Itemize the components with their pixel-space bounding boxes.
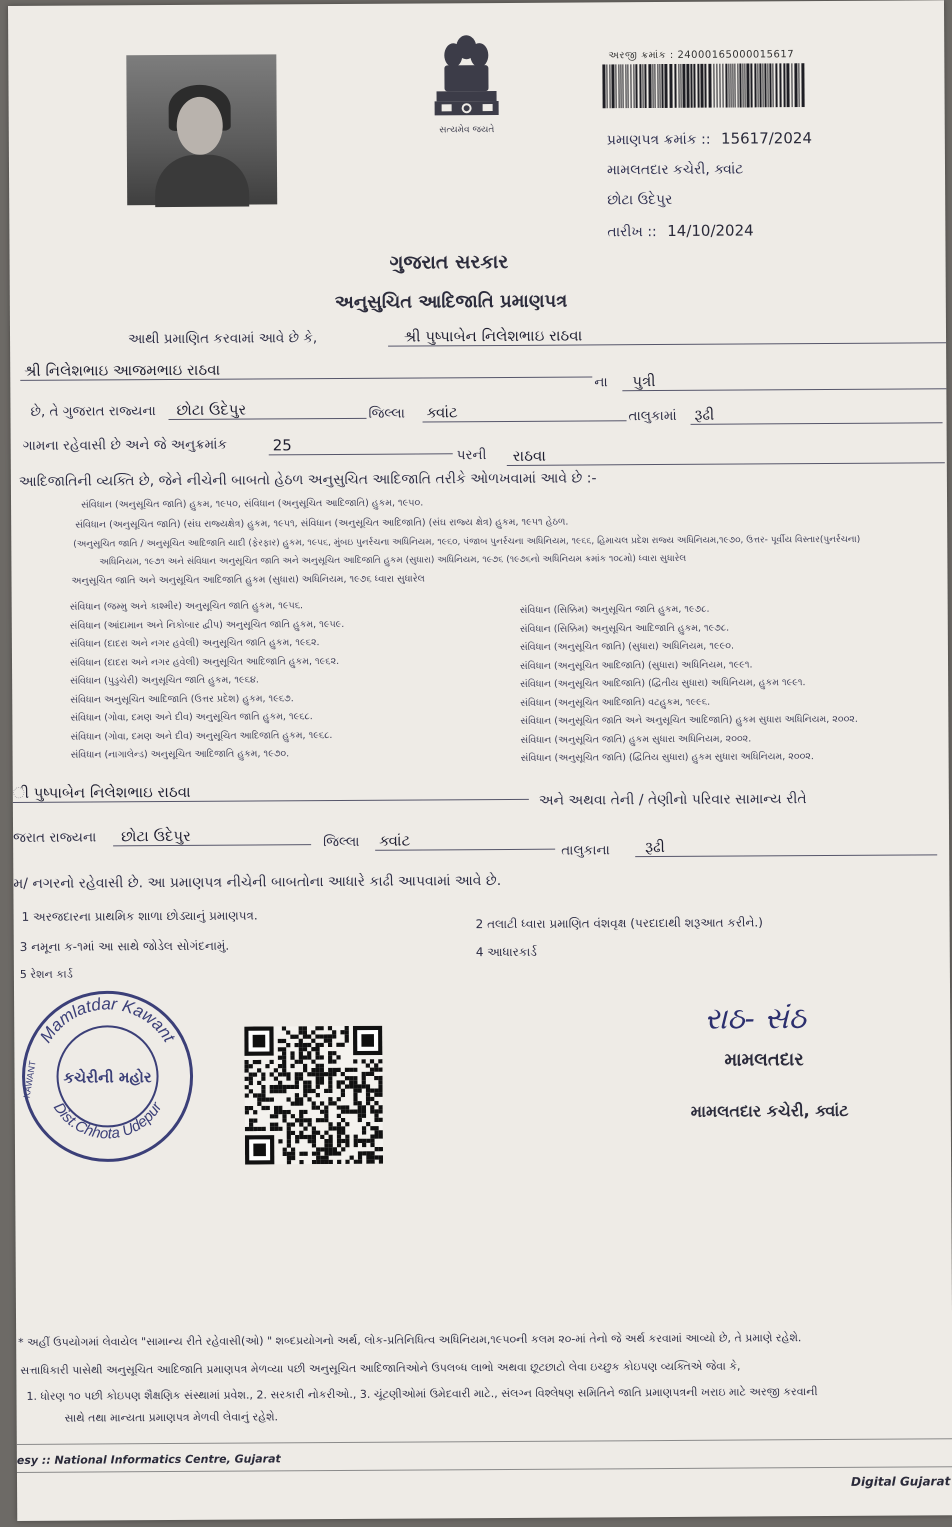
district-suffix-2: જિલ્લા bbox=[323, 833, 360, 851]
brand-text: Digital Gujarat bbox=[850, 1474, 951, 1489]
signatory-title: મામલતદાર bbox=[724, 1049, 804, 1071]
order-line: સંવિધાન (અનુસૂચિત જાતિ) હુકમ, ૧૯૫૦, સંવિધાન (અનુસૂચિત આદિજાતિ) હુકમ, ૧૯૫૦. bbox=[81, 497, 424, 511]
order-item: સંવિધાન (અનુસૂચિત આદિજાતિ) (દ્વિતીય સુધારા) અધિનિયમ, હુકમ ૧૯૯૧. bbox=[520, 677, 806, 690]
application-number: અરજી ક્રમાંક : 24000165000015617 bbox=[608, 49, 795, 62]
family-text: અને અથવા તેની / તેણીનો પરિવાર સામાન્ય રીતે bbox=[538, 791, 807, 809]
identification-text: આદિજાતિની વ્યક્તિ છે, જેને નીચેની બાબતો હેઠળ અનુસુચિત આદિજાતિ તરીકે ઓળખવામાં આવે છે :- bbox=[18, 470, 597, 490]
stamp-top-text: Mamlatdar Kawant bbox=[36, 994, 179, 1047]
taluka-suffix-2: તાલુકાના bbox=[561, 842, 610, 859]
order-line: અધિનિયમ, ૧૯૭૧ અને સંવિધાન અનુસૂચિત જાતિ અને અનુસૂચિત આદિજાતિ હુકમ (સુધારા) અધિનિયમ, ૧૯૭૬ (૧૯૭૬નો અધિનિયમ ક્રમાંક ૧૦૮મો) ધ્વારા સુધારેલ bbox=[99, 553, 687, 568]
relation: પુત્રી bbox=[622, 370, 948, 391]
issuing-office: મામલતદાર કચેરી, ક્વાંટ bbox=[606, 161, 744, 179]
order-item: સંવિધાન (દાદરા અને નગર હવેલી) અનુસૂચિત જાતિ હુકમ, ૧૯૬૨. bbox=[69, 637, 320, 650]
state-text: છે, તે ગુજરાત રાજ્યના bbox=[30, 403, 156, 420]
father-name: શ્રી નિલેશભાઇ આજમભાઇ રાઠવા bbox=[20, 358, 592, 380]
document-item: 5 રેશન કાર્ડ bbox=[19, 967, 73, 981]
signature: રાઠ- સંઠ bbox=[704, 1001, 807, 1037]
order-line: સંવિધાન (અનુસૂચિત જાતિ) (સંઘ રાજ્યક્ષેત્ર) હુકમ, ૧૯૫૧, સંવિધાન (અનુસૂચિત આદિજાતિ) (સંઘ રાજ્ય ક્ષેત્ર) હુકમ, ૧૯૫૧ હેઠળ. bbox=[75, 516, 569, 531]
basis-text: મ/ નગરનો રહેવાસી છે. આ પ્રમાણપત્ર નીચેની બાબતોના આધારે કાઢી આપવામાં આવે છે. bbox=[13, 873, 502, 892]
document-item: 1 અરજદારના પ્રાથમિક શાળા છોડ્યાનું પ્રમાણપત્ર. bbox=[21, 908, 258, 924]
order-item: સંવિધાન (જમ્મુ અને કાશ્મીર) અનુસૂચિત જાતિ હુકમ, ૧૯૫૬. bbox=[69, 600, 304, 613]
order-item: સંવિધાન (આંદામાન અને નિકોબાર દ્વીપ) અનુસૂચિત જાતિ હુકમ, ૧૯૫૯. bbox=[69, 618, 345, 632]
signatory-office: મામલતદાર કચેરી, ક્વાંટ bbox=[690, 1100, 849, 1121]
document-item: 3 નમૂના ક-૧માં આ સાથે જોડેલ સોગંદનામું. bbox=[19, 938, 230, 954]
applicant-name: શ્રી પુષ્પાબેન નિલેશભાઇ રાઠવા bbox=[388, 324, 952, 346]
order-item: સંવિધાન (અનુસૂચિત જાતિ) (સુધારા) અધિનિયમ, ૧૯૯૦. bbox=[519, 640, 734, 653]
taluka-suffix: તાલુકામાં bbox=[628, 407, 677, 425]
order-item: સંવિધાન (દાદરા અને નગર હવેલી) અનુસૂચિત આદિજાતિ હુકમ, ૧૯૬૨. bbox=[69, 655, 340, 669]
order-item: સંવિધાન (સિક્કિમ) અનુસૂચિત આદિજાતિ હુકમ, ૧૯૭૮. bbox=[519, 622, 730, 635]
district-value: છોટા ઉદેપુર bbox=[168, 400, 366, 420]
par-label: પરની bbox=[456, 447, 487, 464]
order-item: સંવિધાન (નાગાલેન્ડ) અનુસૂચિત આદિજાતિ હુકમ, ૧૯૭૦. bbox=[70, 748, 290, 761]
credit-text: esy :: National Informatics Centre, Gujarat bbox=[16, 1452, 281, 1467]
order-item: સંવિધાન (ગોવા, દમણ અને દીવ) અનુસૂચિત જાતિ હુકમ, ૧૯૬૮. bbox=[70, 711, 313, 724]
village-value: રૂઢી bbox=[690, 404, 942, 425]
issuing-district: છોટા ઉદેપુર bbox=[607, 191, 673, 209]
svg-text:Dist.Chhota Udepur bbox=[50, 1098, 166, 1142]
serial-number: 25 bbox=[269, 435, 453, 455]
na-text: ના bbox=[594, 374, 608, 391]
certificate-title: અનુસુચિત આદિજાતિ પ્રમાણપત્ર bbox=[334, 290, 568, 314]
order-item: સંવિધાન અનુસૂચિત આદિજાતિ (ઉત્તર પ્રદેશ) હુકમ, ૧૯૬૭. bbox=[70, 692, 294, 706]
qr-code bbox=[244, 1026, 383, 1165]
order-item: સંવિધાન (અનુસૂચિત આદિજાતિ) વટહુકમ, ૧૯૯૬. bbox=[520, 696, 711, 709]
date-label: તારીખ :: bbox=[607, 224, 657, 241]
order-item: સંવિધાન (અનુસૂચિત જાતિ) હુકમ સુધારા અધિનિયમ, ૨૦૦૨. bbox=[520, 732, 752, 746]
order-item: સંવિધાન (ગોવા, દમણ અને દીવ) અનુસૂચિત આદિજાતિ હુકમ, ૧૯૬૮. bbox=[70, 729, 333, 743]
certificate-number-label: પ્રમાણપત્ર ક્રમાંક :: bbox=[606, 131, 711, 149]
order-line: (અનુસૂચિત જાતિ / અનુસૂચિત આદિજાતિ યાદી (ફેરફાર) હુકમ, ૧૯૫૬, મુંબઇ પુનર્રચના અધિનિયમ, ૧૯૬૦, પંજાબ પુનર્રચના અધિનિયમ, ૧૯૬૬, હિમાચલ પ્રદેશ રાજ્ય અધિનિયમ,૧૯૭૦, ઉત્તર- પૂર્વીય વિસ્તાર(પુનર્રચના) bbox=[73, 534, 861, 550]
office-seal-stamp bbox=[18, 987, 197, 1166]
certificate-number-row bbox=[607, 129, 812, 148]
stamp-side-text: KAWANT bbox=[21, 1059, 38, 1099]
taluka-value-2: ક્વાંટ bbox=[375, 831, 555, 851]
barcode bbox=[600, 63, 806, 108]
emblem-caption: સત્યમેવ જયતે bbox=[439, 125, 495, 136]
orders-left-column bbox=[70, 600, 346, 768]
footer-divider bbox=[17, 1438, 952, 1445]
order-item: સંવિધાન (સિક્કિમ) અનુસૂચિત જાતિ હુકમ, ૧૯૭૮. bbox=[519, 603, 710, 616]
order-line: અનુસૂચિત જાતિ અને અનુસૂચિત આદિજાતિ હુકમ (સુધારા) અધિનિયમ, ૧૯૭૬ ધ્વારા સુધારેલ bbox=[71, 573, 425, 587]
certificate-page bbox=[8, 0, 952, 1521]
footer-divider bbox=[17, 1466, 952, 1473]
document-item: 2 તલાટી ધ્વારા પ્રમાણિત વંશવૃક્ષ (પરદાદાથી શરૂઆત કરીને.) bbox=[475, 915, 763, 932]
certificate-date: 14/10/2024 bbox=[667, 221, 754, 240]
footnote-line: * અહીં ઉપયોગમાં લેવાયેલ "સામાન્ય રીતે રહેવાસી(ઓ) " શબ્દપ્રયોગનો અર્થ, લોક-પ્રતિનિધિત્વ અધિનિયમ,૧૯૫૦ની કલમ ૨૦-માં તેનો જે અર્થ કરવામાં આવ્યો છે, તે પ્રમાણે રહેશે. bbox=[18, 1331, 802, 1349]
order-item: સંવિધાન (અનુસૂચિત આદિજાતિ) (સુધારા) અધિનિયમ, ૧૯૯૧. bbox=[520, 658, 753, 672]
tribe-value: રાઠવા bbox=[507, 444, 945, 466]
taluka-value: ક્વાંટ bbox=[422, 402, 626, 422]
state-text-2: જરાત રાજ્યના bbox=[13, 829, 97, 846]
resident-text: ગામના રહેવાસી છે અને જે અનુક્રમાંક bbox=[22, 436, 228, 454]
certificate-date-row bbox=[607, 221, 753, 240]
svg-text:Mamlatdar Kawant bbox=[36, 994, 179, 1047]
orders-right-column bbox=[520, 603, 859, 772]
national-emblem-icon bbox=[426, 31, 507, 139]
stamp-bottom-text: Dist.Chhota Udepur bbox=[49, 1099, 166, 1143]
order-item: સંવિધાન (પુડુચેરી) અનુસૂચિત જાતિ હુકમ, ૧૯૬૪. bbox=[70, 674, 259, 687]
certificate-number: 15617/2024 bbox=[720, 129, 813, 148]
district-value-2: છોટા ઉદેપુર bbox=[113, 826, 311, 846]
applicant-name-repeat: ી પુષ્પાબેન નિલેશભાઇ રાઠવા bbox=[13, 781, 529, 803]
village-value-2: રૂઢી bbox=[635, 836, 937, 857]
district-suffix: જિલ્લા bbox=[368, 405, 405, 422]
footnote-line: સત્તાધિકારી પાસેથી અનુસૂચિત આદિજાતિ પ્રમાણપત્ર મેળવ્યા પછી અનુસૂચિત આદિજાતિઓને ઉપલબ્ધ લાભો અથવા છૂટછાટો લેવા ઇચ્છુક કોઇપણ વ્યક્તિએ જેવા કે, bbox=[20, 1359, 741, 1377]
document-item: 4 આધારકાર્ડ bbox=[475, 944, 537, 960]
intro-text: આથી પ્રમાણિત કરવામાં આવે છે કે, bbox=[127, 330, 318, 348]
applicant-photo bbox=[126, 54, 277, 205]
footnote-line: સાથે તથા માન્યતા પ્રમાણપત્ર મેળવી લેવાનું રહેશે. bbox=[64, 1410, 279, 1425]
order-item: સંવિધાન (અનુસૂચિત જાતિ અને અનુસૂચિત આદિજાતિ) હુકમ સુધારા અધિનિયમ, ૨૦૦૨. bbox=[520, 713, 858, 727]
stamp-center-text: કચેરીની મહોર bbox=[63, 1068, 152, 1087]
order-item: સંવિધાન (અનુસૂચિત જાતિ) (દ્વિતિય સુધારા) હુકમ સુધારા અધિનિયમ, ૨૦૦૨. bbox=[520, 751, 814, 764]
footnote-line: 1. ધોરણ ૧૦ પછી કોઇપણ શૈક્ષણિક સંસ્થામાં પ્રવેશ., 2. સરકારી નોકરીઓ., 3. ચૂંટણીઓમાં ઉમેદવારી માટે., સંલગ્ન વિશ્લેષણ સમિતિને જાતિ પ્રમાણપત્રની ખરાઇ માટે અરજી કરવાની bbox=[26, 1385, 818, 1403]
government-heading: ગુજરાત સરકાર bbox=[389, 250, 509, 274]
